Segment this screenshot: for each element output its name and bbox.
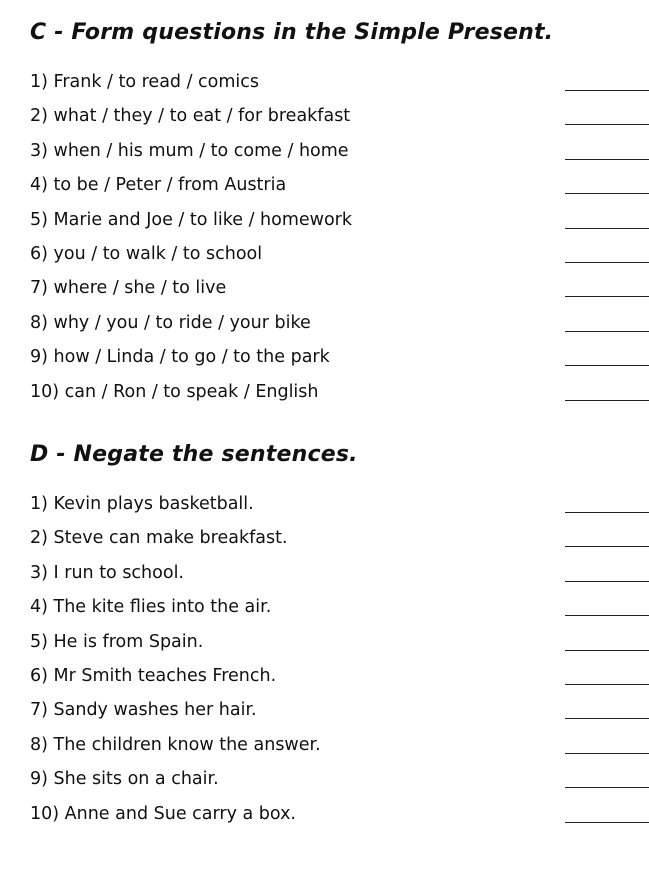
answer-blank[interactable] bbox=[565, 546, 649, 547]
exercise-prompt: 2) what / they / to eat / for breakfast bbox=[30, 106, 351, 127]
answer-blank[interactable] bbox=[565, 512, 649, 513]
exercise-item bbox=[30, 137, 649, 171]
exercise-prompt: 2) Steve can make breakfast. bbox=[30, 528, 288, 549]
exercise-prompt: 3) I run to school. bbox=[30, 562, 184, 583]
exercise-prompt: 9) She sits on a chair. bbox=[30, 769, 219, 790]
exercise-prompt: 5) Marie and Joe / to like / homework bbox=[30, 209, 352, 230]
answer-blank[interactable] bbox=[565, 262, 649, 263]
exercise-item bbox=[30, 628, 649, 662]
exercise-item bbox=[30, 274, 649, 308]
exercise-prompt: 10) Anne and Sue carry a box. bbox=[30, 803, 296, 824]
answer-blank[interactable] bbox=[565, 822, 649, 823]
exercise-item bbox=[30, 696, 649, 730]
answer-blank[interactable] bbox=[565, 753, 649, 754]
exercise-prompt: 10) can / Ron / to speak / English bbox=[30, 381, 319, 402]
answer-blank[interactable] bbox=[565, 787, 649, 788]
exercise-prompt: 8) The children know the answer. bbox=[30, 734, 321, 755]
exercise-item bbox=[30, 765, 649, 799]
answer-blank[interactable] bbox=[565, 615, 649, 616]
section-d bbox=[30, 440, 649, 834]
answer-blank[interactable] bbox=[565, 581, 649, 582]
section-d-exercise-list bbox=[30, 490, 649, 834]
exercise-item bbox=[30, 593, 649, 627]
exercise-prompt: 8) why / you / to ride / your bike bbox=[30, 312, 311, 333]
answer-blank[interactable] bbox=[565, 159, 649, 160]
answer-blank[interactable] bbox=[565, 331, 649, 332]
exercise-item bbox=[30, 490, 649, 524]
exercise-item bbox=[30, 378, 649, 412]
exercise-prompt: 6) you / to walk / to school bbox=[30, 243, 263, 264]
exercise-item bbox=[30, 559, 649, 593]
answer-blank[interactable] bbox=[565, 124, 649, 125]
exercise-prompt: 4) The kite flies into the air. bbox=[30, 597, 272, 618]
exercise-item bbox=[30, 800, 649, 834]
answer-blank[interactable] bbox=[565, 365, 649, 366]
exercise-item bbox=[30, 524, 649, 558]
section-c-exercise-list bbox=[30, 68, 649, 412]
exercise-prompt: 3) when / his mum / to come / home bbox=[30, 140, 349, 161]
section-d-heading: D - Negate the sentences. bbox=[30, 442, 358, 467]
exercise-item bbox=[30, 171, 649, 205]
exercise-prompt: 4) to be / Peter / from Austria bbox=[30, 175, 287, 196]
answer-blank[interactable] bbox=[565, 228, 649, 229]
exercise-item bbox=[30, 102, 649, 136]
answer-blank[interactable] bbox=[565, 296, 649, 297]
section-c-heading: C - Form questions in the Simple Present. bbox=[30, 20, 554, 45]
answer-blank[interactable] bbox=[565, 684, 649, 685]
exercise-item bbox=[30, 68, 649, 102]
answer-blank[interactable] bbox=[565, 400, 649, 401]
exercise-item bbox=[30, 343, 649, 377]
answer-blank[interactable] bbox=[565, 90, 649, 91]
answer-blank[interactable] bbox=[565, 650, 649, 651]
answer-blank[interactable] bbox=[565, 718, 649, 719]
exercise-item bbox=[30, 731, 649, 765]
exercise-prompt: 9) how / Linda / to go / to the park bbox=[30, 347, 330, 368]
exercise-prompt: 1) Frank / to read / comics bbox=[30, 72, 260, 92]
exercise-item bbox=[30, 662, 649, 696]
exercise-item bbox=[30, 240, 649, 274]
exercise-item bbox=[30, 309, 649, 343]
exercise-prompt: 5) He is from Spain. bbox=[30, 631, 204, 652]
exercise-prompt: 7) Sandy washes her hair. bbox=[30, 700, 257, 721]
section-c bbox=[30, 18, 649, 412]
exercise-prompt: 6) Mr Smith teaches French. bbox=[30, 665, 277, 686]
exercise-prompt: 1) Kevin plays basketball. bbox=[30, 494, 254, 514]
exercise-prompt: 7) where / she / to live bbox=[30, 278, 227, 299]
exercise-item bbox=[30, 206, 649, 240]
answer-blank[interactable] bbox=[565, 193, 649, 194]
